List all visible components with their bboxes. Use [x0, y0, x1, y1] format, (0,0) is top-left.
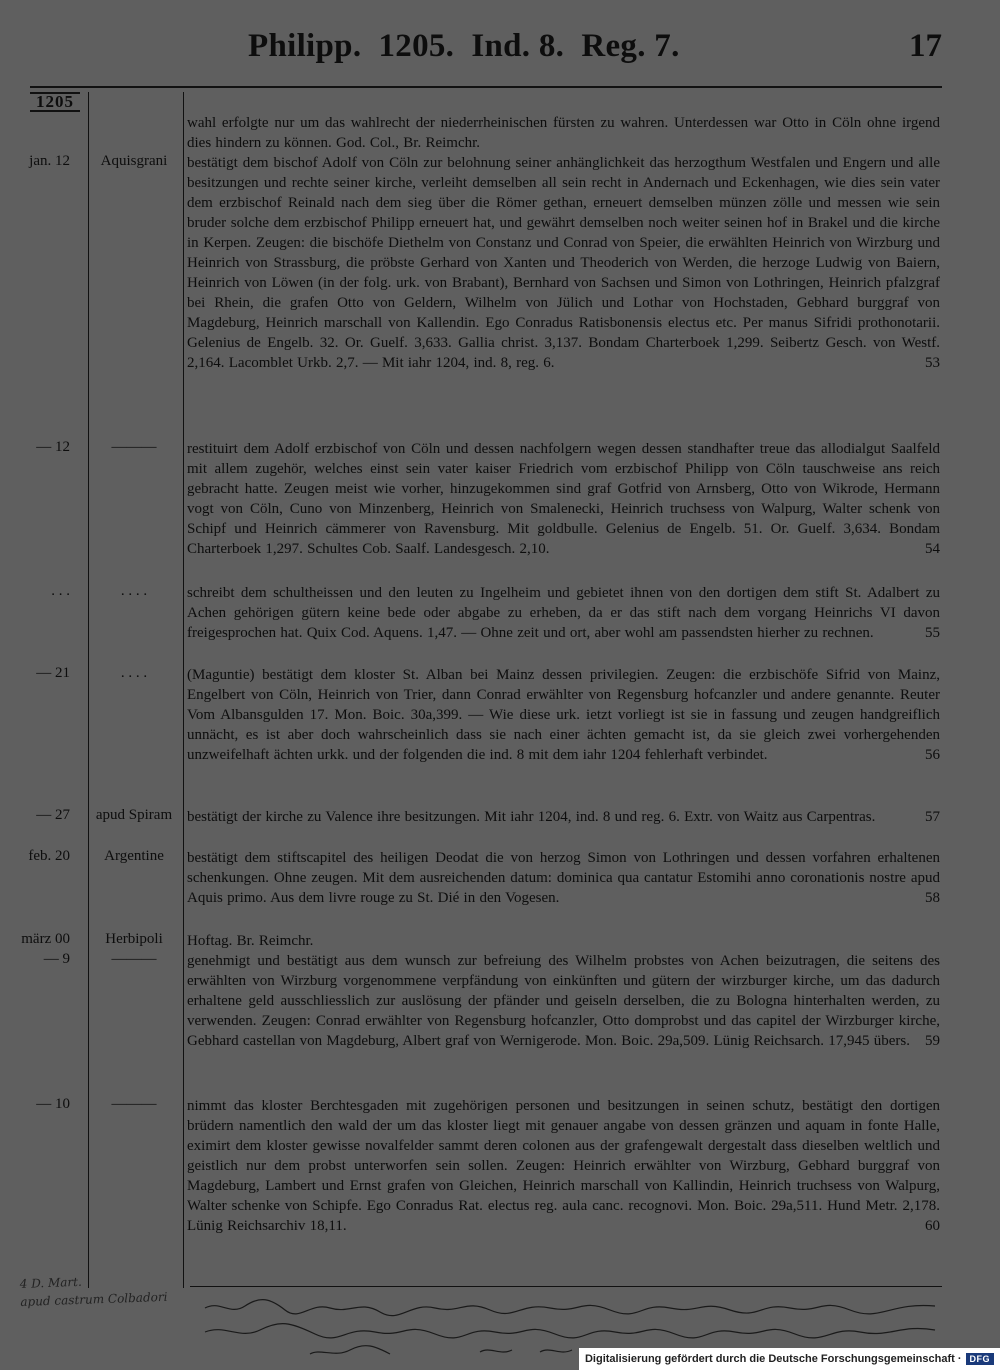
running-title: Philipp. 1205. Ind. 8. Reg. 7.: [248, 28, 680, 64]
entry-text: [187, 807, 940, 827]
entry-place: Aquisgrani: [100, 153, 168, 169]
entry-body: bestätigt dem stiftscapitel des heiligen Deodat die von herzog Simon von Lothringen und dessen vorfahren erhaltenen schenkungen. Ohne zeugen. Mit dem ausreichenden datum: dominica qua cantatur Estomihi anno coronationis nostre apud Aquis primo. Aus dem livre rouge zu St. Dié in den Vogesen.: [187, 850, 940, 906]
entry-number: 60: [925, 1218, 940, 1234]
digitization-footer: [579, 1348, 1000, 1370]
entry-number: 59: [925, 1033, 940, 1049]
entry-date: märz 00: [21, 931, 70, 947]
entry-body: Hoftag. Br. Reimchr.: [187, 933, 314, 949]
entry-body: schreibt dem schultheissen und den leuten zu Ingelheim und gebietet ihnen von den dortigen dem stift St. Adalbert zu Achen gehörigen gütern keine bede oder abgabe zu erheben, da er das stift nach dem vorgang Heinrichs VI davon freigesprochen hat. Quix Cod. Aquens. 1,47. — Ohne zeit und ort, aber wohl am passendsten hierher zu rechnen.: [187, 585, 940, 641]
entry-date: — 27: [36, 807, 70, 823]
handwritten-place: apud castrum Colbadori: [20, 1289, 168, 1309]
entry-place: ———: [111, 1096, 157, 1112]
entry-place: . . . .: [120, 665, 148, 681]
entry-body: bestätigt der kirche zu Valence ihre besitzungen. Mit iahr 1204, ind. 8 und reg. 6. Extr. von Waitz aus Carpentras.: [187, 809, 876, 825]
entry-date: . . .: [51, 583, 70, 599]
entry-text: [187, 153, 940, 373]
entry-text: [187, 931, 940, 951]
entry-body: genehmigt und bestätigt aus dem wunsch zur befreiung des Wilhelm probstes von Achen beizutragen, die seitens des erwählten von Wirzburg vorgenommene verpfändung von einkünften und gütern der wirzburger kirche, um das dadurch erhaltene geld ausschliesslich zur auslösung der pfänder und geiseln derselben, die zu Bologna hinterhalten werden, zu verwenden. Zeugen: Conrad erwählter von Regensburg hofcanzler, Otto domprobst und das capitel der Wirzburger kirche, Gebhard castellan von Magdeburg, Albert graf von Wernigerode. Mon. Boic. 29a,509. Lünig Reichsarch. 17,945 übers.: [187, 953, 940, 1049]
entry-date: — 12: [36, 439, 70, 455]
handwritten-date: 4 D. Mart.: [19, 1274, 83, 1291]
entry-place: Argentine: [104, 848, 164, 864]
entry-number: 56: [925, 747, 940, 763]
entry-text: [187, 1096, 940, 1236]
entry-date: jan. 12: [29, 153, 70, 169]
entry-body: wahl erfolgte nur um das wahlrecht der niederrheinischen fürsten zu wahren. Unterdessen war Otto in Cöln ohne irgend dies hindern zu können. God. Col., Br. Reimchr.: [187, 115, 940, 151]
entry-body: bestätigt dem bischof Adolf von Cöln zur belohnung seiner anhänglichkeit das herzogthum Westfalen und Engern und alle besitzungen und rechte seiner kirche, verleiht demselben all sein recht in Andernach und Eckenhagen, wie dies sein vater dem erzbischof Reinald nach dem sieg über die Römer gethan, erneuert demselben münzen zölle und messen wie sein bruder solche dem erzbischof Philipp erneuert hat, und gewährt demselben noch weiter seinen hof in Brakel und die kirche in Kerpen. Zeugen: die bischöfe Diethelm von Constanz und Conrad von Speier, die erwählten Heinrich von Wirzburg und Heinrich von Strassburg, die pröbste Gerhard von Xanten und Theoderich von Werden, die herzoge Ludwig von Baiern, Heinrich von Löwen (in der folg. urk. von Brabant), Bernhard von Sachsen und Simon von Lothringen, Heinrich pfalzgraf bei Rhein, die grafen Otto von Geldern, Wilhelm von Jülich und Lothar von Hochstaden, Gebhard burggraf von Magdeburg, Heinrich marschall von Kallendin. Ego Conradus Ratisbonensis electus etc. Per manus Sifridi prothonotarii. Gelenius de Engelb. 32. Or. Guelf. 3,633. Gallia christ. 3,137. Bondam Charterboek 1,299. Seibertz Gesch. von Westf. 2,164. Lacomblet Urkb. 2,7. — Mit iahr 1204, ind. 8, reg. 6.: [187, 155, 940, 371]
entry-number: 53: [925, 355, 940, 371]
handwriting-separator: [190, 1286, 942, 1287]
page-number: 17: [909, 28, 942, 64]
entry-date: feb. 20: [28, 848, 70, 864]
entry-number: 57: [925, 809, 940, 825]
entry-body: (Maguntie) bestätigt dem kloster St. Alban bei Mainz dessen privilegien. Zeugen: die erzbischöfe Sifrid von Mainz, Engelbert von Cöln, Heinrich von Trier, dann Conrad erwählter von Regensburg hofcanzler und andere genannte. Reuter Vom Albansgulden 17. Mon. Boic. 30a,399. — Wie diese urk. ietzt vorliegt ist sie in fassung und zeugen handgreiflich unnächt, es ist aber doch wahrscheinlich dass sie nach einer ächten gemacht ist, da sie gleich zwei vorhergehenden unzweifelhaft ächten urkk. und der folgenden die ind. 8 mit dem iahr 1204 fehlerhaft verbindet.: [187, 667, 940, 763]
page-header: [0, 28, 1000, 78]
header-rule: [30, 86, 942, 88]
footer-text: Digitalisierung gefördert durch die Deutsche Forschungsgemeinschaft ·: [584, 1353, 962, 1365]
entry-number: 55: [925, 625, 940, 641]
entry-number: 58: [925, 890, 940, 906]
entry-body: restituirt dem Adolf erzbischof von Cöln und dessen nachfolgern wegen dessen standhafter treue das allodialgut Saalfeld mit allem zugehör, welches einst sein vater kaiser Friedrich vom erzbischof Philipp von Cöln tauschweise ans reich gebracht hatte. Zeugen meist wie vorher, hinzugekommen sind graf Gotfrid von Arnsberg, Otto von Wikrode, Hermann vogt von Cöln, Cuno von Minzenberg, Heinrich von Smalenecki, Heinrich truchsess von Walpurg, Walter schenk von Schipf und Heinrich cämmerer von Ravensburg. Mit goldbulle. Gelenius de Engelb. 51. Or. Guelf. 3,634. Bondam Charterboek 1,297. Schultes Cob. Saalf. Landesgesch. 2,10.: [187, 441, 940, 557]
entry-date: — 10: [36, 1096, 70, 1112]
handwritten-margin-note: [19, 1269, 190, 1311]
entry-place: ———: [111, 951, 157, 967]
entry-text: [187, 665, 940, 765]
entry-date: — 9: [43, 951, 70, 967]
dfg-logo: DFG: [966, 1353, 995, 1365]
entry-body: nimmt das kloster Berchtesgaden mit zugehörigen personen und besitzungen in seinen schutz, bestätigt den dortigen brüdern namentlich den wald der um das kloster liegt mit genauer angabe von dessen gränzen und aquam in fonte Halle, eximirt dem kloster gewisse novalfelder sammt deren colonen aus der grafengewalt dergestalt dass dieselben weltlich und geistlich nur dem probst unterworfen sein sollen. Zeugen: Heinrich erwählter von Wirzburg, Gebhard burggraf von Magdeburg, Lambert und Ernst grafen von Gleichen, Heinrich marschall von Kallindin, Heinrich truchsess von Walpurg, Walter schenke von Schipfe. Ego Conradus Rat. electus reg. aula canc. recognovi. Mon. Boic. 29a,511. Hund Metr. 2,178. Lünig Reichsarchiv 18,11.: [187, 1098, 940, 1234]
entry-number: 54: [925, 541, 940, 557]
entry-place: apud Spiram: [95, 807, 173, 823]
entry-date: — 21: [36, 665, 70, 681]
year-tag: 1205: [30, 92, 80, 112]
entry-text: [187, 848, 940, 908]
entry-text: [187, 439, 940, 559]
entry-place: ———: [111, 439, 157, 455]
entry-place: . . . .: [120, 583, 148, 599]
entry-text: [187, 583, 940, 643]
entry-place: Herbipoli: [105, 931, 163, 947]
entry-text: [187, 951, 940, 1051]
entry-text: [187, 113, 940, 153]
